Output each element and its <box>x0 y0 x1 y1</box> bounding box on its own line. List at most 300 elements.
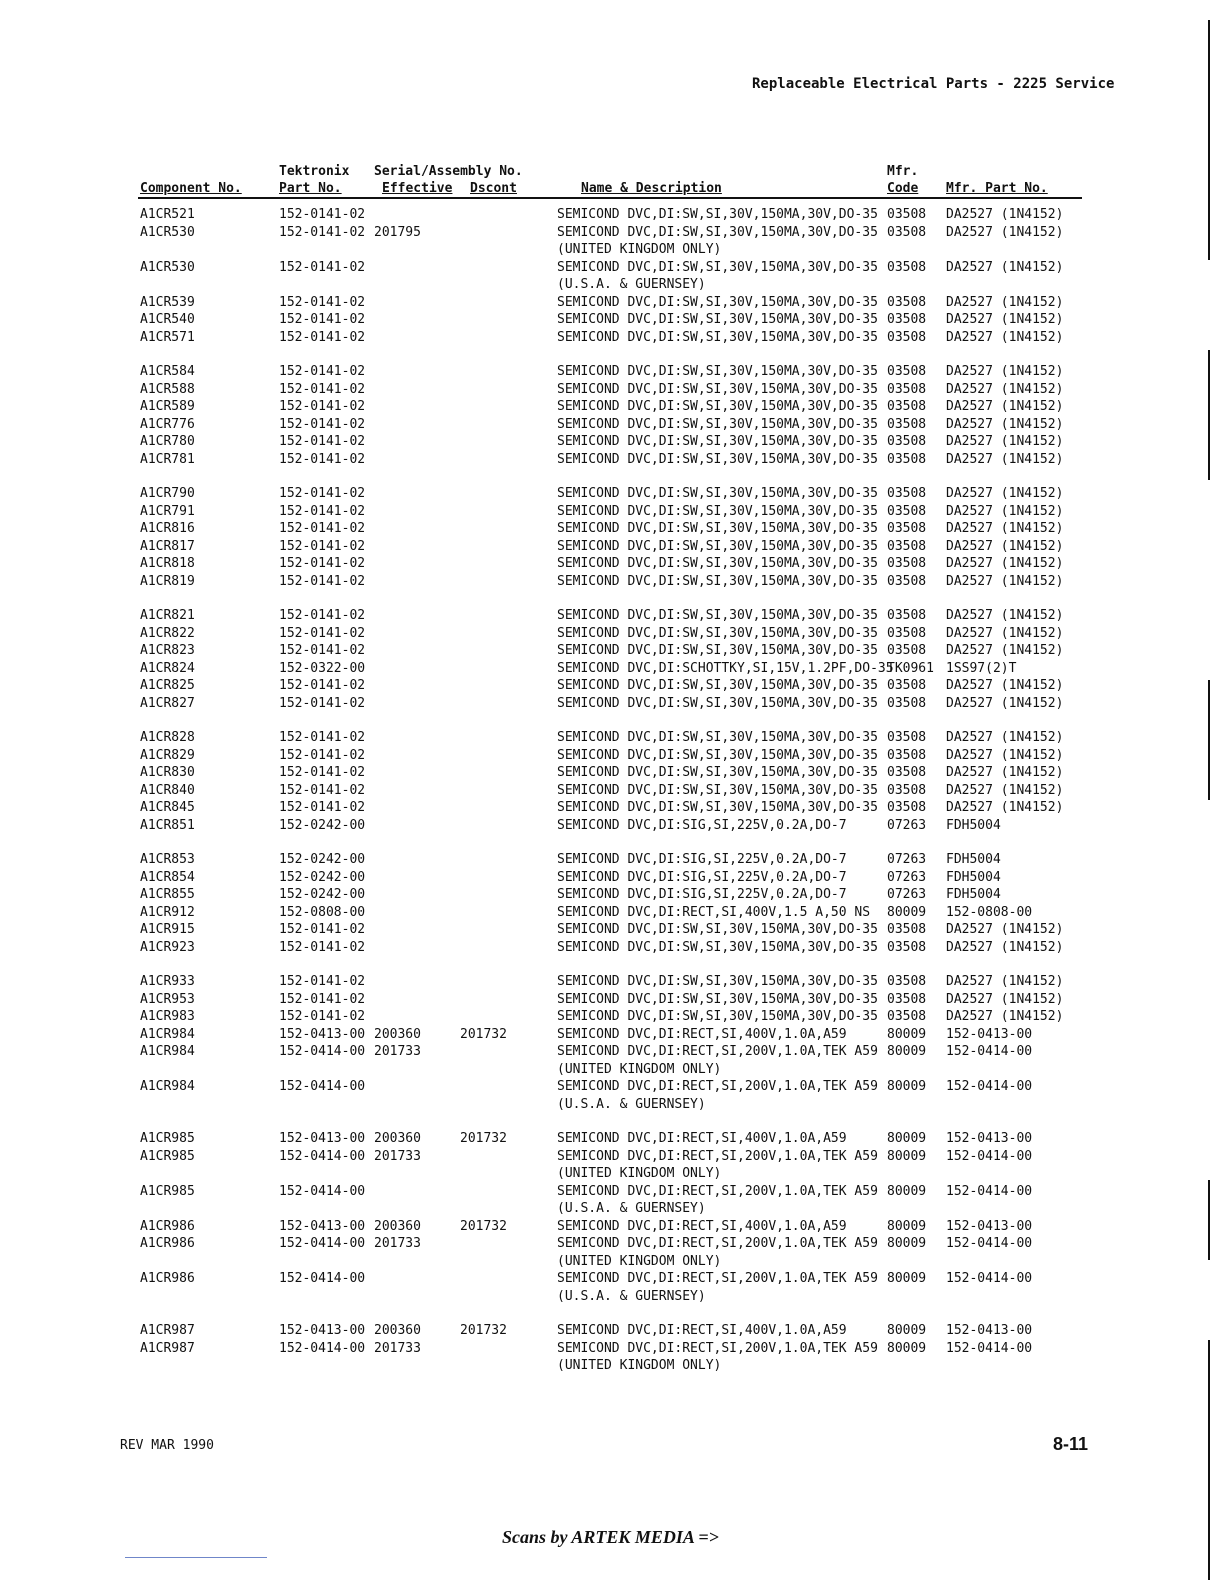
table-row-continuation <box>0 1061 1224 1079</box>
part-no: 152-0808-00 <box>279 904 366 920</box>
mfr-code: 03508 <box>887 730 927 745</box>
table-row <box>0 1270 1224 1288</box>
mfr-part-no: DA2527 (1N4152) <box>946 782 1064 798</box>
mfr-part-no: DA2527 (1N4152) <box>946 329 1064 345</box>
mfr-part-no: DA2527 (1N4152) <box>946 294 1064 310</box>
name-description: SEMICOND DVC,DI:RECT,SI,400V,1.0A,A59 <box>557 1131 847 1146</box>
mfr-part-no: DA2527 (1N4152) <box>946 399 1064 414</box>
mfr-part-no: DA2527 (1N4152) <box>946 1009 1064 1024</box>
name-description: SEMICOND DVC,DI:SW,SI,30V,150MA,30V,DO-35 <box>557 625 878 641</box>
part-no: 152-0141-02 <box>279 329 366 345</box>
serial-dscont: 201732 <box>460 1323 507 1338</box>
mfr-part-no: 152-0413-00 <box>946 1218 1033 1234</box>
mfr-part-no: DA2527 (1N4152) <box>946 991 1064 1007</box>
part-no: 152-0141-02 <box>279 556 366 571</box>
col-name-description: Name & Description <box>581 181 722 196</box>
component-no: A1CR827 <box>140 695 195 711</box>
table-row <box>0 607 1224 625</box>
table-row <box>0 729 1224 747</box>
table-row <box>0 642 1224 660</box>
name-description: SEMICOND DVC,DI:SW,SI,30V,150MA,30V,DO-35 <box>557 399 878 414</box>
group-spacer <box>0 956 1224 973</box>
mfr-part-no: DA2527 (1N4152) <box>946 695 1064 711</box>
part-no: 152-0414-00 <box>279 1340 366 1356</box>
serial-effective: 201795 <box>374 224 421 240</box>
component-no: A1CR530 <box>140 224 195 240</box>
part-no: 152-0141-02 <box>279 922 366 937</box>
table-row <box>0 851 1224 869</box>
mfr-code: 80009 <box>887 1026 927 1042</box>
name-description: SEMICOND DVC,DI:SIG,SI,225V,0.2A,DO-7 <box>557 817 847 833</box>
mfr-part-no: DA2527 (1N4152) <box>946 434 1064 449</box>
component-no: A1CR824 <box>140 660 195 676</box>
name-description: SEMICOND DVC,DI:SW,SI,30V,150MA,30V,DO-35 <box>557 486 878 501</box>
component-no: A1CR818 <box>140 556 195 571</box>
mfr-code: 03508 <box>887 329 927 345</box>
mfr-part-no: 152-0413-00 <box>946 1131 1033 1146</box>
serial-effective: 201733 <box>374 1148 421 1164</box>
part-no: 152-0141-02 <box>279 991 366 1007</box>
component-no: A1CR845 <box>140 800 195 815</box>
mfr-part-no: DA2527 (1N4152) <box>946 974 1064 989</box>
name-description: SEMICOND DVC,DI:SW,SI,30V,150MA,30V,DO-35 <box>557 695 878 711</box>
page-number: 8-11 <box>1053 1434 1089 1454</box>
mfr-part-no: DA2527 (1N4152) <box>946 538 1064 554</box>
name-description: SEMICOND DVC,DI:SW,SI,30V,150MA,30V,DO-35 <box>557 329 878 345</box>
name-description: (UNITED KINGDOM ONLY) <box>557 1061 722 1077</box>
blue-line <box>125 1557 267 1558</box>
table-row <box>0 660 1224 678</box>
table-row <box>0 764 1224 782</box>
table-row-continuation <box>0 1253 1224 1271</box>
table-row-continuation <box>0 1200 1224 1218</box>
name-description: SEMICOND DVC,DI:SW,SI,30V,150MA,30V,DO-35 <box>557 1009 878 1024</box>
part-no: 152-0141-02 <box>279 399 366 414</box>
component-no: A1CR828 <box>140 730 195 745</box>
name-description: SEMICOND DVC,DI:SW,SI,30V,150MA,30V,DO-35 <box>557 364 878 379</box>
mfr-code: 80009 <box>887 1323 927 1338</box>
name-description: SEMICOND DVC,DI:SIG,SI,225V,0.2A,DO-7 <box>557 869 847 885</box>
table-row <box>0 503 1224 521</box>
serial-dscont: 201732 <box>460 1218 507 1234</box>
component-no: A1CR821 <box>140 608 195 623</box>
group-spacer <box>0 1113 1224 1130</box>
mfr-code: 03508 <box>887 922 927 937</box>
mfr-code: 80009 <box>887 1183 927 1199</box>
part-no: 152-0242-00 <box>279 817 366 833</box>
name-description: SEMICOND DVC,DI:RECT,SI,200V,1.0A,TEK A59 <box>557 1236 878 1251</box>
mfr-code: 03508 <box>887 800 927 815</box>
component-no: A1CR984 <box>140 1026 195 1042</box>
mfr-part-no: 152-0808-00 <box>946 904 1033 920</box>
part-no: 152-0141-02 <box>279 695 366 711</box>
component-no: A1CR984 <box>140 1079 195 1094</box>
mfr-code: 03508 <box>887 312 927 327</box>
name-description: SEMICOND DVC,DI:SW,SI,30V,150MA,30V,DO-35 <box>557 922 878 937</box>
component-no: A1CR853 <box>140 852 195 867</box>
component-no: A1CR539 <box>140 294 195 310</box>
component-no: A1CR816 <box>140 521 195 536</box>
parts-table <box>0 206 1224 1375</box>
mfr-code: 03508 <box>887 207 927 222</box>
component-no: A1CR584 <box>140 364 195 379</box>
name-description: SEMICOND DVC,DI:SW,SI,30V,150MA,30V,DO-35 <box>557 608 878 623</box>
part-no: 152-0141-02 <box>279 381 366 397</box>
name-description: SEMICOND DVC,DI:RECT,SI,200V,1.0A,TEK A59 <box>557 1183 878 1199</box>
mfr-code: 03508 <box>887 608 927 623</box>
table-row-continuation <box>0 1357 1224 1375</box>
table-row <box>0 1148 1224 1166</box>
part-no: 152-0141-02 <box>279 416 366 432</box>
table-row <box>0 224 1224 242</box>
table-row <box>0 991 1224 1009</box>
mfr-code: 07263 <box>887 817 927 833</box>
mfr-part-no: DA2527 (1N4152) <box>946 451 1064 467</box>
component-no: A1CR530 <box>140 259 195 275</box>
mfr-code: 03508 <box>887 1009 927 1024</box>
scan-credit: Scans by ARTEK MEDIA => <box>502 1527 719 1547</box>
part-no: 152-0413-00 <box>279 1131 366 1146</box>
name-description: SEMICOND DVC,DI:SW,SI,30V,150MA,30V,DO-35 <box>557 939 878 955</box>
name-description: SEMICOND DVC,DI:SW,SI,30V,150MA,30V,DO-35 <box>557 782 878 798</box>
serial-effective: 201733 <box>374 1236 421 1251</box>
part-no: 152-0141-02 <box>279 747 366 763</box>
component-no: A1CR915 <box>140 922 195 937</box>
table-row-continuation <box>0 1165 1224 1183</box>
component-no: A1CR933 <box>140 974 195 989</box>
mfr-part-no: 152-0414-00 <box>946 1044 1033 1059</box>
part-no: 152-0413-00 <box>279 1026 366 1042</box>
serial-effective: 200360 <box>374 1218 421 1234</box>
part-no: 152-0414-00 <box>279 1183 366 1199</box>
mfr-code: 03508 <box>887 416 927 432</box>
component-no: A1CR521 <box>140 207 195 222</box>
part-no: 152-0141-02 <box>279 434 366 449</box>
table-row <box>0 939 1224 957</box>
part-no: 152-0141-02 <box>279 503 366 519</box>
component-no: A1CR823 <box>140 643 195 658</box>
component-no: A1CR985 <box>140 1148 195 1164</box>
table-row <box>0 1043 1224 1061</box>
page-edge-line <box>1208 350 1210 480</box>
mfr-part-no: FDH5004 <box>946 817 1001 833</box>
part-no: 152-0413-00 <box>279 1218 366 1234</box>
mfr-code: 07263 <box>887 869 927 885</box>
table-row <box>0 886 1224 904</box>
part-no: 152-0141-02 <box>279 1009 366 1024</box>
component-no: A1CR986 <box>140 1271 195 1286</box>
part-no: 152-0414-00 <box>279 1148 366 1164</box>
name-description: SEMICOND DVC,DI:SW,SI,30V,150MA,30V,DO-35 <box>557 556 878 571</box>
mfr-code: 03508 <box>887 538 927 554</box>
part-no: 152-0141-02 <box>279 730 366 745</box>
part-no: 152-0322-00 <box>279 660 366 676</box>
col-dscont: Dscont <box>470 181 517 196</box>
mfr-part-no: DA2527 (1N4152) <box>946 939 1064 955</box>
group-spacer <box>0 712 1224 729</box>
page-edge-line <box>1208 20 1210 260</box>
part-no: 152-0414-00 <box>279 1079 366 1094</box>
part-no: 152-0141-02 <box>279 486 366 501</box>
component-no: A1CR953 <box>140 991 195 1007</box>
table-row <box>0 677 1224 695</box>
col-effective: Effective <box>382 181 453 196</box>
part-no: 152-0242-00 <box>279 852 366 867</box>
mfr-part-no: 152-0414-00 <box>946 1271 1033 1286</box>
serial-effective: 200360 <box>374 1131 421 1146</box>
mfr-part-no: 152-0414-00 <box>946 1340 1033 1356</box>
table-row <box>0 329 1224 347</box>
col-component-no: Component No. <box>140 181 242 196</box>
name-description: SEMICOND DVC,DI:SW,SI,30V,150MA,30V,DO-35 <box>557 416 878 432</box>
name-description: SEMICOND DVC,DI:SIG,SI,225V,0.2A,DO-7 <box>557 852 847 867</box>
name-description: SEMICOND DVC,DI:SW,SI,30V,150MA,30V,DO-35 <box>557 521 878 536</box>
table-row <box>0 416 1224 434</box>
name-description: SEMICOND DVC,DI:SW,SI,30V,150MA,30V,DO-35 <box>557 991 878 1007</box>
mfr-code: 80009 <box>887 1044 927 1059</box>
mfr-code: 03508 <box>887 521 927 536</box>
component-no: A1CR819 <box>140 573 195 589</box>
table-row <box>0 573 1224 591</box>
col-mfr-code: Code <box>887 181 919 196</box>
name-description: (U.S.A. & GUERNSEY) <box>557 1201 706 1216</box>
mfr-part-no: DA2527 (1N4152) <box>946 364 1064 379</box>
name-description: SEMICOND DVC,DI:SW,SI,30V,150MA,30V,DO-35 <box>557 573 878 589</box>
mfr-part-no: DA2527 (1N4152) <box>946 381 1064 397</box>
table-row <box>0 1078 1224 1096</box>
mfr-part-no: DA2527 (1N4152) <box>946 922 1064 937</box>
mfr-part-no: DA2527 (1N4152) <box>946 765 1064 780</box>
component-no: A1CR825 <box>140 678 195 693</box>
component-no: A1CR851 <box>140 817 195 833</box>
mfr-part-no: DA2527 (1N4152) <box>946 800 1064 815</box>
part-no: 152-0141-02 <box>279 800 366 815</box>
mfr-part-no: DA2527 (1N4152) <box>946 678 1064 693</box>
part-no: 152-0414-00 <box>279 1271 366 1286</box>
name-description: (UNITED KINGDOM ONLY) <box>557 1166 722 1181</box>
name-description: SEMICOND DVC,DI:RECT,SI,400V,1.0A,A59 <box>557 1026 847 1042</box>
name-description: SEMICOND DVC,DI:SW,SI,30V,150MA,30V,DO-35 <box>557 312 878 327</box>
part-no: 152-0141-02 <box>279 782 366 798</box>
part-no: 152-0141-02 <box>279 259 366 275</box>
col-serial-assembly: Serial/Assembly No. <box>374 164 523 179</box>
mfr-code: 80009 <box>887 1340 927 1356</box>
part-no: 152-0141-02 <box>279 312 366 327</box>
name-description: SEMICOND DVC,DI:SW,SI,30V,150MA,30V,DO-35 <box>557 538 878 554</box>
name-description: SEMICOND DVC,DI:SW,SI,30V,150MA,30V,DO-35 <box>557 643 878 658</box>
mfr-part-no: 152-0414-00 <box>946 1236 1033 1251</box>
name-description: SEMICOND DVC,DI:SW,SI,30V,150MA,30V,DO-35 <box>557 747 878 763</box>
mfr-part-no: FDH5004 <box>946 887 1001 902</box>
table-row <box>0 363 1224 381</box>
mfr-code: 03508 <box>887 643 927 658</box>
mfr-code: 03508 <box>887 939 927 955</box>
component-no: A1CR987 <box>140 1323 195 1338</box>
name-description: SEMICOND DVC,DI:RECT,SI,400V,1.5 A,50 NS <box>557 904 871 920</box>
table-row <box>0 1322 1224 1340</box>
name-description: SEMICOND DVC,DI:SW,SI,30V,150MA,30V,DO-35 <box>557 259 878 275</box>
mfr-code: 03508 <box>887 747 927 763</box>
table-row <box>0 1235 1224 1253</box>
name-description: (U.S.A. & GUERNSEY) <box>557 277 706 292</box>
component-no: A1CR589 <box>140 399 195 414</box>
table-row <box>0 695 1224 713</box>
mfr-code: 03508 <box>887 782 927 798</box>
page-edge-line <box>1208 1180 1210 1260</box>
component-no: A1CR983 <box>140 1009 195 1024</box>
part-no: 152-0141-02 <box>279 643 366 658</box>
component-no: A1CR986 <box>140 1236 195 1251</box>
table-row <box>0 1218 1224 1236</box>
name-description: SEMICOND DVC,DI:SIG,SI,225V,0.2A,DO-7 <box>557 887 847 902</box>
table-row <box>0 904 1224 922</box>
component-no: A1CR986 <box>140 1218 195 1234</box>
page-edge-line <box>1208 1340 1210 1580</box>
mfr-code: 07263 <box>887 852 927 867</box>
mfr-code: 03508 <box>887 556 927 571</box>
mfr-code: 80009 <box>887 1148 927 1164</box>
mfr-code: 03508 <box>887 224 927 240</box>
table-row <box>0 538 1224 556</box>
name-description: SEMICOND DVC,DI:RECT,SI,200V,1.0A,TEK A59 <box>557 1340 878 1356</box>
table-row <box>0 921 1224 939</box>
part-no: 152-0141-02 <box>279 364 366 379</box>
part-no: 152-0141-02 <box>279 608 366 623</box>
table-row <box>0 1183 1224 1201</box>
mfr-part-no: 1SS97(2)T <box>946 660 1017 676</box>
name-description: SEMICOND DVC,DI:SW,SI,30V,150MA,30V,DO-35 <box>557 974 878 989</box>
table-row <box>0 817 1224 835</box>
mfr-code: 03508 <box>887 294 927 310</box>
component-no: A1CR854 <box>140 869 195 885</box>
serial-dscont: 201732 <box>460 1131 507 1146</box>
mfr-part-no: DA2527 (1N4152) <box>946 259 1064 275</box>
part-no: 152-0414-00 <box>279 1236 366 1251</box>
mfr-part-no: DA2527 (1N4152) <box>946 207 1064 222</box>
mfr-code: 03508 <box>887 451 927 467</box>
mfr-code: 03508 <box>887 364 927 379</box>
table-row <box>0 520 1224 538</box>
mfr-part-no: 152-0413-00 <box>946 1026 1033 1042</box>
name-description: (UNITED KINGDOM ONLY) <box>557 1253 722 1269</box>
name-description: SEMICOND DVC,DI:RECT,SI,200V,1.0A,TEK A59 <box>557 1271 878 1286</box>
mfr-code: 03508 <box>887 503 927 519</box>
mfr-part-no: DA2527 (1N4152) <box>946 312 1064 327</box>
mfr-code: 80009 <box>887 1079 927 1094</box>
mfr-code: 03508 <box>887 765 927 780</box>
component-no: A1CR840 <box>140 782 195 798</box>
mfr-part-no: FDH5004 <box>946 852 1001 867</box>
group-spacer <box>0 590 1224 607</box>
table-row <box>0 799 1224 817</box>
name-description: SEMICOND DVC,DI:SW,SI,30V,150MA,30V,DO-35 <box>557 765 878 780</box>
mfr-code: 03508 <box>887 434 927 449</box>
serial-effective: 200360 <box>374 1026 421 1042</box>
component-no: A1CR829 <box>140 747 195 763</box>
component-no: A1CR588 <box>140 381 195 397</box>
table-row <box>0 1008 1224 1026</box>
name-description: SEMICOND DVC,DI:RECT,SI,400V,1.0A,A59 <box>557 1323 847 1338</box>
mfr-code: 03508 <box>887 974 927 989</box>
mfr-code: 03508 <box>887 991 927 1007</box>
table-row <box>0 381 1224 399</box>
part-no: 152-0141-02 <box>279 521 366 536</box>
mfr-part-no: 152-0413-00 <box>946 1323 1033 1338</box>
name-description: SEMICOND DVC,DI:SW,SI,30V,150MA,30V,DO-35 <box>557 224 878 240</box>
table-row <box>0 433 1224 451</box>
component-no: A1CR776 <box>140 416 195 432</box>
name-description: SEMICOND DVC,DI:SW,SI,30V,150MA,30V,DO-35 <box>557 207 878 222</box>
part-no: 152-0141-02 <box>279 224 366 240</box>
mfr-code: 80009 <box>887 904 927 920</box>
mfr-code: 80009 <box>887 1236 927 1251</box>
part-no: 152-0141-02 <box>279 451 366 467</box>
mfr-code: 03508 <box>887 678 927 693</box>
group-spacer <box>0 1305 1224 1322</box>
component-no: A1CR540 <box>140 312 195 327</box>
component-no: A1CR985 <box>140 1131 195 1146</box>
mfr-part-no: 152-0414-00 <box>946 1148 1033 1164</box>
part-no: 152-0141-02 <box>279 974 366 989</box>
table-row <box>0 1340 1224 1358</box>
mfr-part-no: DA2527 (1N4152) <box>946 503 1064 519</box>
mfr-part-no: DA2527 (1N4152) <box>946 747 1064 763</box>
table-row <box>0 973 1224 991</box>
group-spacer <box>0 468 1224 485</box>
table-row <box>0 747 1224 765</box>
name-description: SEMICOND DVC,DI:RECT,SI,400V,1.0A,A59 <box>557 1218 847 1234</box>
part-no: 152-0141-02 <box>279 765 366 780</box>
component-no: A1CR830 <box>140 765 195 780</box>
mfr-code: 07263 <box>887 887 927 902</box>
component-no: A1CR571 <box>140 329 195 345</box>
mfr-part-no: DA2527 (1N4152) <box>946 573 1064 589</box>
mfr-part-no: 152-0414-00 <box>946 1079 1033 1094</box>
name-description: SEMICOND DVC,DI:SW,SI,30V,150MA,30V,DO-35 <box>557 800 878 815</box>
table-row-continuation <box>0 276 1224 294</box>
part-no: 152-0242-00 <box>279 887 366 902</box>
mfr-code: 80009 <box>887 1218 927 1234</box>
mfr-part-no: DA2527 (1N4152) <box>946 521 1064 536</box>
serial-effective: 201733 <box>374 1044 421 1059</box>
mfr-code: 80009 <box>887 1131 927 1146</box>
component-no: A1CR781 <box>140 451 195 467</box>
part-no: 152-0141-02 <box>279 678 366 693</box>
group-spacer <box>0 834 1224 851</box>
name-description: SEMICOND DVC,DI:RECT,SI,200V,1.0A,TEK A59 <box>557 1044 878 1059</box>
part-no: 152-0141-02 <box>279 207 366 222</box>
table-row <box>0 625 1224 643</box>
component-no: A1CR984 <box>140 1044 195 1059</box>
mfr-code: 03508 <box>887 695 927 711</box>
component-no: A1CR780 <box>140 434 195 449</box>
group-spacer <box>0 346 1224 363</box>
name-description: (U.S.A. & GUERNSEY) <box>557 1096 706 1112</box>
part-no: 152-0141-02 <box>279 573 366 589</box>
part-no: 152-0141-02 <box>279 538 366 554</box>
table-row <box>0 869 1224 887</box>
mfr-part-no: DA2527 (1N4152) <box>946 416 1064 432</box>
mfr-part-no: DA2527 (1N4152) <box>946 625 1064 641</box>
col-part-no: Part No. <box>279 181 342 196</box>
mfr-code: 80009 <box>887 1271 927 1286</box>
mfr-part-no: DA2527 (1N4152) <box>946 608 1064 623</box>
mfr-part-no: 152-0414-00 <box>946 1183 1033 1199</box>
name-description: SEMICOND DVC,DI:RECT,SI,200V,1.0A,TEK A59 <box>557 1079 878 1094</box>
component-no: A1CR855 <box>140 887 195 902</box>
header-rule <box>138 197 1082 199</box>
table-row <box>0 206 1224 224</box>
